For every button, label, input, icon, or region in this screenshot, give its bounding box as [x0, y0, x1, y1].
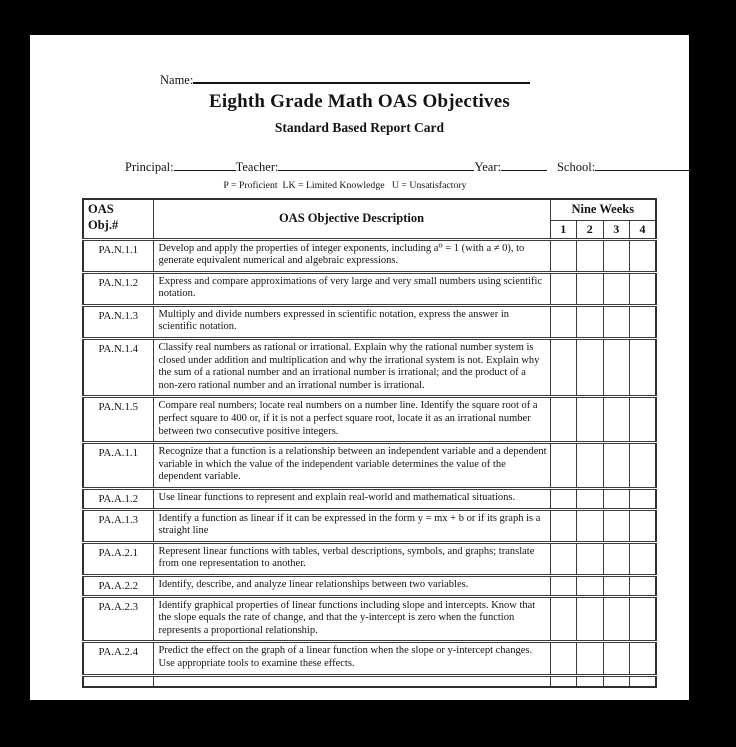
objective-description: Identify a function as linear if it can be expressed in the form y = mx + b or if its graph is a straight line	[153, 509, 550, 542]
grade-cell	[603, 397, 630, 443]
name-blank-line	[193, 69, 530, 84]
header-week-3: 3	[603, 220, 630, 239]
grade-cell	[603, 509, 630, 542]
grade-cell	[630, 509, 657, 542]
grade-cell	[550, 642, 577, 675]
grade-cell	[630, 489, 657, 510]
grade-cell	[603, 339, 630, 397]
principal-label: Principal:	[125, 160, 174, 174]
objective-description: Represent linear functions with tables, verbal descriptions, symbols, and graphs; translate from one representation to another.	[153, 542, 550, 575]
grade-cell	[550, 596, 577, 642]
objective-description: Identify, describe, and analyze linear relationships between two variables.	[153, 575, 550, 596]
objective-description: Express and compare approximations of very large and very small numbers using scientific notation.	[153, 272, 550, 305]
header-oas-obj-line2: Obj.#	[88, 218, 119, 233]
table-row	[83, 642, 656, 675]
grade-cell	[630, 272, 657, 305]
objective-description: Identify graphical properties of linear functions including slope and intercepts. Know that the slope equals the rate of change, and that the y-intercept is zero when the function represents a proportional relationship.	[153, 596, 550, 642]
objective-id: PA.N.1.1	[83, 239, 153, 272]
objectives-table	[82, 198, 657, 688]
grade-cell	[550, 272, 577, 305]
objective-id: PA.A.2.1	[83, 542, 153, 575]
grade-cell	[550, 542, 577, 575]
grade-cell	[603, 596, 630, 642]
grade-cell	[630, 575, 657, 596]
grade-cell	[630, 596, 657, 642]
header-oas-obj-line1: OAS	[88, 202, 114, 216]
grading-legend: P = Proficient LK = Limited Knowledge U = Unsatisfactory	[223, 180, 467, 191]
grade-cell	[550, 443, 577, 489]
grade-cell	[603, 239, 630, 272]
grade-cell	[603, 575, 630, 596]
objective-id: PA.N.1.3	[83, 305, 153, 338]
grade-cell	[603, 542, 630, 575]
grade-cell	[550, 339, 577, 397]
grade-cell	[630, 305, 657, 338]
grade-cell	[550, 397, 577, 443]
name-label: Name:	[160, 73, 194, 87]
table-row	[83, 339, 656, 397]
grade-cell	[550, 489, 577, 510]
objective-id: PA.A.1.2	[83, 489, 153, 510]
info-fields-row	[125, 157, 689, 175]
grade-cell	[630, 397, 657, 443]
grade-cell	[550, 305, 577, 338]
objective-description: Recognize that a function is a relationship between an independent variable and a dependent variable in which the value of the independent variable determines the value of the dependent variable.	[153, 443, 550, 489]
grade-cell	[603, 443, 630, 489]
table-header	[83, 199, 656, 239]
objective-id: PA.N.1.2	[83, 272, 153, 305]
table-row	[83, 575, 656, 596]
objective-description: Compare real numbers; locate real numbers on a number line. Identify the square root of a perfect square to 400 or, if it is not a perfect square root, locate it as an irrational number between two consecutive positive integers.	[153, 397, 550, 443]
objective-id: PA.A.2.2	[83, 575, 153, 596]
table-row	[83, 443, 656, 489]
table-row	[83, 397, 656, 443]
page-title: Eighth Grade Math OAS Objectives	[209, 91, 510, 112]
header-nine-weeks: Nine Weeks	[550, 199, 656, 220]
grade-cell	[630, 443, 657, 489]
grade-cell	[603, 642, 630, 675]
objective-id: PA.A.2.4	[83, 642, 153, 675]
table-row	[83, 509, 656, 542]
page-subtitle: Standard Based Report Card	[274, 120, 445, 135]
school-label: School:	[556, 160, 596, 174]
objective-description: Classify real numbers as rational or irrational. Explain why the rational number system is closed under addition and multiplication and why the irrational system is not. Explain why the sum of a rational number and an irrational number is irrational; and the product of a non-zero rational number and an irrational number is irrational.	[153, 339, 550, 397]
table-row	[83, 305, 656, 338]
grade-cell	[603, 272, 630, 305]
school-blank-line	[595, 157, 689, 171]
objective-id: PA.N.1.4	[83, 339, 153, 397]
objective-description: Predict the effect on the graph of a linear function when the slope or y-intercept changes. Use appropriate tools to examine these effects.	[153, 642, 550, 675]
objective-id: PA.A.1.3	[83, 509, 153, 542]
document-page	[30, 35, 689, 700]
header-description: OAS Objective Description	[153, 199, 550, 239]
grade-cell	[550, 509, 577, 542]
principal-blank-line	[174, 157, 236, 171]
grade-cell	[577, 339, 604, 397]
objective-id: PA.A.1.1	[83, 443, 153, 489]
table-row	[83, 542, 656, 575]
header-week-2: 2	[577, 220, 604, 239]
grade-cell	[603, 489, 630, 510]
grade-cell	[603, 305, 630, 338]
grade-cell	[577, 272, 604, 305]
grade-cell	[577, 239, 604, 272]
grade-cell	[630, 642, 657, 675]
grade-cell	[577, 642, 604, 675]
name-field-row	[160, 69, 530, 88]
grade-cell	[630, 542, 657, 575]
header-oas-obj	[83, 199, 153, 239]
table-row	[83, 596, 656, 642]
teacher-blank-line	[278, 157, 474, 171]
grade-cell	[577, 596, 604, 642]
grade-cell	[577, 542, 604, 575]
grade-cell	[577, 575, 604, 596]
objective-id: PA.A.2.3	[83, 596, 153, 642]
table-row	[83, 489, 656, 510]
header-week-1: 1	[550, 220, 577, 239]
grade-cell	[630, 239, 657, 272]
year-label: Year:	[474, 160, 501, 174]
grade-cell	[577, 509, 604, 542]
header-week-4: 4	[630, 220, 657, 239]
table-row	[83, 272, 656, 305]
grade-cell	[550, 239, 577, 272]
objective-id: PA.N.1.5	[83, 397, 153, 443]
year-blank-line	[501, 157, 547, 171]
objective-description: Use linear functions to represent and explain real-world and mathematical situations.	[153, 489, 550, 510]
grade-cell	[577, 443, 604, 489]
teacher-label: Teacher:	[235, 160, 279, 174]
table-row	[83, 239, 656, 272]
grade-cell	[577, 397, 604, 443]
objective-description: Develop and apply the properties of integer exponents, including a⁰ = 1 (with a ≠ 0), to generate equivalent numerical and algebraic expressions.	[153, 239, 550, 272]
table-row-cutoff	[83, 675, 656, 687]
objective-description: Multiply and divide numbers expressed in scientific notation, express the answer in scientific notation.	[153, 305, 550, 338]
grade-cell	[577, 489, 604, 510]
grade-cell	[577, 305, 604, 338]
grade-cell	[550, 575, 577, 596]
grade-cell	[630, 339, 657, 397]
